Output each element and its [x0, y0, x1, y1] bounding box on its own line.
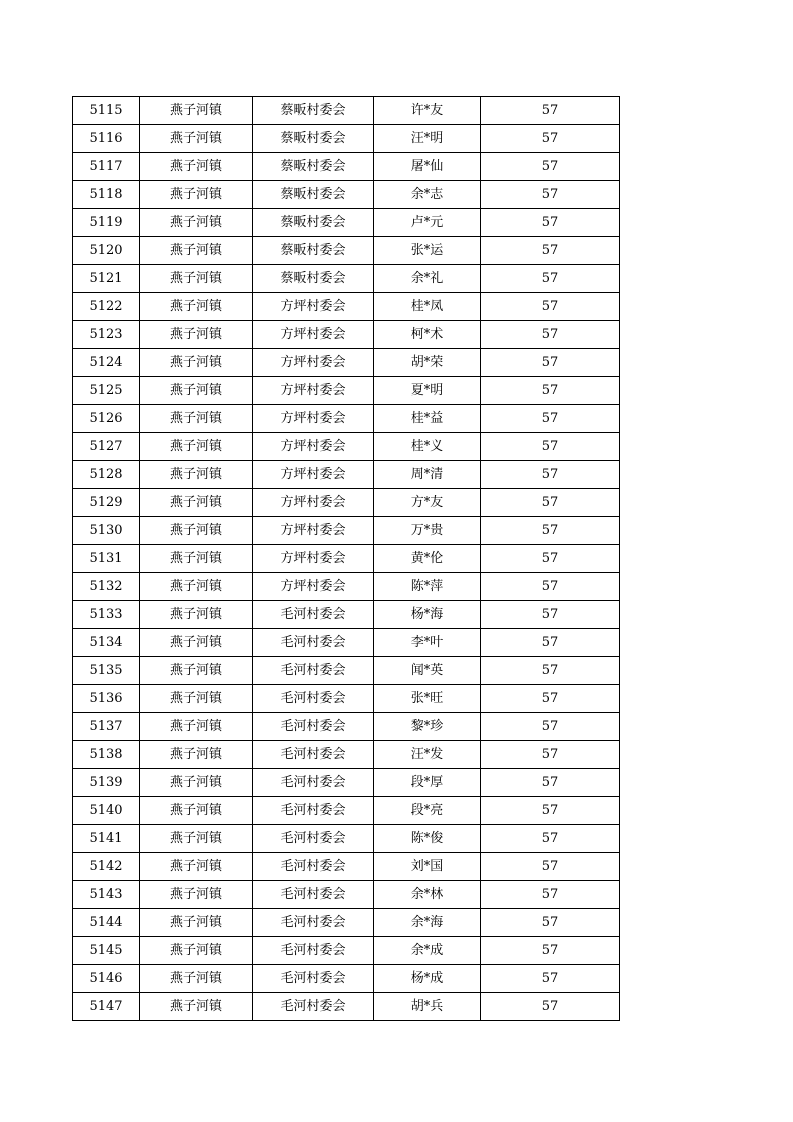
cell-serial-number: 5126 — [73, 405, 140, 433]
cell-town: 燕子河镇 — [140, 181, 253, 209]
cell-amount: 57 — [481, 657, 620, 685]
table-row — [73, 825, 620, 853]
cell-village-committee: 蔡畈村委会 — [253, 209, 374, 237]
cell-amount: 57 — [481, 489, 620, 517]
cell-village-committee: 毛河村委会 — [253, 797, 374, 825]
cell-person-name: 段*厚 — [374, 769, 481, 797]
table-row — [73, 433, 620, 461]
cell-town: 燕子河镇 — [140, 461, 253, 489]
cell-serial-number: 5125 — [73, 377, 140, 405]
cell-person-name: 许*友 — [374, 97, 481, 125]
cell-person-name: 余*礼 — [374, 265, 481, 293]
cell-person-name: 余*林 — [374, 881, 481, 909]
cell-person-name: 夏*明 — [374, 377, 481, 405]
cell-village-committee: 毛河村委会 — [253, 881, 374, 909]
cell-amount: 57 — [481, 237, 620, 265]
cell-amount: 57 — [481, 965, 620, 993]
table-row — [73, 125, 620, 153]
cell-town: 燕子河镇 — [140, 97, 253, 125]
cell-serial-number: 5130 — [73, 517, 140, 545]
cell-serial-number: 5137 — [73, 713, 140, 741]
cell-person-name: 杨*海 — [374, 601, 481, 629]
cell-person-name: 张*旺 — [374, 685, 481, 713]
cell-village-committee: 毛河村委会 — [253, 965, 374, 993]
cell-town: 燕子河镇 — [140, 573, 253, 601]
table-row — [73, 685, 620, 713]
cell-person-name: 闻*英 — [374, 657, 481, 685]
table-row — [73, 321, 620, 349]
cell-amount: 57 — [481, 461, 620, 489]
cell-village-committee: 毛河村委会 — [253, 629, 374, 657]
cell-town: 燕子河镇 — [140, 265, 253, 293]
cell-person-name: 桂*义 — [374, 433, 481, 461]
cell-village-committee: 方坪村委会 — [253, 573, 374, 601]
cell-town: 燕子河镇 — [140, 629, 253, 657]
cell-serial-number: 5144 — [73, 909, 140, 937]
cell-person-name: 方*友 — [374, 489, 481, 517]
cell-village-committee: 蔡畈村委会 — [253, 181, 374, 209]
table-row — [73, 797, 620, 825]
cell-village-committee: 蔡畈村委会 — [253, 153, 374, 181]
table-row — [73, 181, 620, 209]
cell-town: 燕子河镇 — [140, 741, 253, 769]
table-row — [73, 937, 620, 965]
cell-village-committee: 蔡畈村委会 — [253, 97, 374, 125]
cell-serial-number: 5140 — [73, 797, 140, 825]
cell-village-committee: 方坪村委会 — [253, 405, 374, 433]
cell-town: 燕子河镇 — [140, 881, 253, 909]
table-row — [73, 769, 620, 797]
table-row — [73, 209, 620, 237]
cell-serial-number: 5138 — [73, 741, 140, 769]
cell-town: 燕子河镇 — [140, 321, 253, 349]
cell-village-committee: 毛河村委会 — [253, 601, 374, 629]
cell-person-name: 余*成 — [374, 937, 481, 965]
cell-amount: 57 — [481, 797, 620, 825]
cell-village-committee: 毛河村委会 — [253, 993, 374, 1021]
records-body — [73, 97, 620, 1021]
cell-village-committee: 毛河村委会 — [253, 713, 374, 741]
cell-amount: 57 — [481, 601, 620, 629]
cell-person-name: 陈*萍 — [374, 573, 481, 601]
cell-amount: 57 — [481, 909, 620, 937]
cell-town: 燕子河镇 — [140, 517, 253, 545]
cell-town: 燕子河镇 — [140, 349, 253, 377]
cell-serial-number: 5145 — [73, 937, 140, 965]
cell-person-name: 余*志 — [374, 181, 481, 209]
cell-serial-number: 5115 — [73, 97, 140, 125]
table-row — [73, 993, 620, 1021]
cell-serial-number: 5132 — [73, 573, 140, 601]
cell-person-name: 杨*成 — [374, 965, 481, 993]
cell-village-committee: 方坪村委会 — [253, 489, 374, 517]
table-row — [73, 489, 620, 517]
cell-town: 燕子河镇 — [140, 433, 253, 461]
table-row — [73, 741, 620, 769]
cell-amount: 57 — [481, 545, 620, 573]
records-table — [72, 96, 620, 1021]
cell-amount: 57 — [481, 321, 620, 349]
cell-amount: 57 — [481, 741, 620, 769]
cell-serial-number: 5122 — [73, 293, 140, 321]
cell-village-committee: 方坪村委会 — [253, 293, 374, 321]
cell-amount: 57 — [481, 573, 620, 601]
cell-person-name: 陈*俊 — [374, 825, 481, 853]
cell-town: 燕子河镇 — [140, 405, 253, 433]
cell-person-name: 胡*荣 — [374, 349, 481, 377]
cell-person-name: 卢*元 — [374, 209, 481, 237]
table-row — [73, 461, 620, 489]
cell-person-name: 汪*发 — [374, 741, 481, 769]
cell-town: 燕子河镇 — [140, 713, 253, 741]
cell-serial-number: 5143 — [73, 881, 140, 909]
cell-village-committee: 蔡畈村委会 — [253, 125, 374, 153]
cell-town: 燕子河镇 — [140, 489, 253, 517]
table-row — [73, 517, 620, 545]
cell-amount: 57 — [481, 153, 620, 181]
table-row — [73, 573, 620, 601]
cell-serial-number: 5142 — [73, 853, 140, 881]
cell-person-name: 黎*珍 — [374, 713, 481, 741]
cell-village-committee: 蔡畈村委会 — [253, 265, 374, 293]
cell-town: 燕子河镇 — [140, 853, 253, 881]
cell-person-name: 李*叶 — [374, 629, 481, 657]
table-row — [73, 265, 620, 293]
cell-serial-number: 5134 — [73, 629, 140, 657]
cell-amount: 57 — [481, 769, 620, 797]
cell-village-committee: 毛河村委会 — [253, 825, 374, 853]
cell-amount: 57 — [481, 209, 620, 237]
cell-village-committee: 方坪村委会 — [253, 377, 374, 405]
cell-amount: 57 — [481, 881, 620, 909]
cell-amount: 57 — [481, 125, 620, 153]
table-row — [73, 97, 620, 125]
table-row — [73, 293, 620, 321]
table-row — [73, 853, 620, 881]
cell-village-committee: 毛河村委会 — [253, 769, 374, 797]
cell-serial-number: 5147 — [73, 993, 140, 1021]
cell-town: 燕子河镇 — [140, 685, 253, 713]
cell-serial-number: 5146 — [73, 965, 140, 993]
table-row — [73, 237, 620, 265]
table-row — [73, 965, 620, 993]
cell-town: 燕子河镇 — [140, 153, 253, 181]
cell-village-committee: 毛河村委会 — [253, 937, 374, 965]
cell-village-committee: 方坪村委会 — [253, 517, 374, 545]
cell-town: 燕子河镇 — [140, 237, 253, 265]
cell-town: 燕子河镇 — [140, 377, 253, 405]
cell-town: 燕子河镇 — [140, 209, 253, 237]
table-row — [73, 629, 620, 657]
table-row — [73, 405, 620, 433]
cell-village-committee: 毛河村委会 — [253, 657, 374, 685]
cell-serial-number: 5117 — [73, 153, 140, 181]
cell-village-committee: 蔡畈村委会 — [253, 237, 374, 265]
cell-person-name: 桂*益 — [374, 405, 481, 433]
cell-village-committee: 毛河村委会 — [253, 909, 374, 937]
cell-amount: 57 — [481, 97, 620, 125]
table-row — [73, 881, 620, 909]
cell-person-name: 黄*伦 — [374, 545, 481, 573]
cell-village-committee: 毛河村委会 — [253, 741, 374, 769]
cell-serial-number: 5135 — [73, 657, 140, 685]
cell-town: 燕子河镇 — [140, 125, 253, 153]
cell-town: 燕子河镇 — [140, 937, 253, 965]
table-row — [73, 153, 620, 181]
cell-town: 燕子河镇 — [140, 825, 253, 853]
table-row — [73, 377, 620, 405]
cell-person-name: 汪*明 — [374, 125, 481, 153]
cell-amount: 57 — [481, 349, 620, 377]
cell-serial-number: 5133 — [73, 601, 140, 629]
cell-amount: 57 — [481, 629, 620, 657]
cell-serial-number: 5121 — [73, 265, 140, 293]
cell-amount: 57 — [481, 181, 620, 209]
cell-town: 燕子河镇 — [140, 545, 253, 573]
cell-person-name: 周*清 — [374, 461, 481, 489]
cell-serial-number: 5123 — [73, 321, 140, 349]
cell-village-committee: 方坪村委会 — [253, 433, 374, 461]
cell-person-name: 柯*术 — [374, 321, 481, 349]
cell-serial-number: 5127 — [73, 433, 140, 461]
cell-village-committee: 方坪村委会 — [253, 349, 374, 377]
cell-serial-number: 5128 — [73, 461, 140, 489]
cell-serial-number: 5119 — [73, 209, 140, 237]
cell-serial-number: 5139 — [73, 769, 140, 797]
cell-amount: 57 — [481, 685, 620, 713]
cell-serial-number: 5124 — [73, 349, 140, 377]
cell-serial-number: 5116 — [73, 125, 140, 153]
cell-person-name: 刘*国 — [374, 853, 481, 881]
cell-village-committee: 方坪村委会 — [253, 545, 374, 573]
cell-village-committee: 方坪村委会 — [253, 461, 374, 489]
cell-town: 燕子河镇 — [140, 797, 253, 825]
cell-serial-number: 5131 — [73, 545, 140, 573]
cell-town: 燕子河镇 — [140, 293, 253, 321]
cell-village-committee: 毛河村委会 — [253, 685, 374, 713]
cell-amount: 57 — [481, 377, 620, 405]
cell-person-name: 张*运 — [374, 237, 481, 265]
cell-amount: 57 — [481, 993, 620, 1021]
cell-serial-number: 5136 — [73, 685, 140, 713]
cell-town: 燕子河镇 — [140, 965, 253, 993]
table-row — [73, 601, 620, 629]
cell-amount: 57 — [481, 713, 620, 741]
cell-person-name: 桂*凤 — [374, 293, 481, 321]
table-row — [73, 657, 620, 685]
cell-person-name: 屠*仙 — [374, 153, 481, 181]
cell-amount: 57 — [481, 265, 620, 293]
cell-amount: 57 — [481, 405, 620, 433]
cell-amount: 57 — [481, 517, 620, 545]
cell-serial-number: 5118 — [73, 181, 140, 209]
table-row — [73, 349, 620, 377]
cell-amount: 57 — [481, 853, 620, 881]
cell-town: 燕子河镇 — [140, 657, 253, 685]
cell-amount: 57 — [481, 937, 620, 965]
cell-person-name: 段*亮 — [374, 797, 481, 825]
table-row — [73, 545, 620, 573]
cell-serial-number: 5120 — [73, 237, 140, 265]
cell-person-name: 万*贵 — [374, 517, 481, 545]
cell-village-committee: 方坪村委会 — [253, 321, 374, 349]
cell-person-name: 胡*兵 — [374, 993, 481, 1021]
cell-town: 燕子河镇 — [140, 909, 253, 937]
cell-town: 燕子河镇 — [140, 769, 253, 797]
cell-town: 燕子河镇 — [140, 993, 253, 1021]
table-row — [73, 713, 620, 741]
cell-amount: 57 — [481, 825, 620, 853]
cell-village-committee: 毛河村委会 — [253, 853, 374, 881]
cell-town: 燕子河镇 — [140, 601, 253, 629]
cell-serial-number: 5129 — [73, 489, 140, 517]
cell-amount: 57 — [481, 293, 620, 321]
cell-person-name: 余*海 — [374, 909, 481, 937]
cell-serial-number: 5141 — [73, 825, 140, 853]
cell-amount: 57 — [481, 433, 620, 461]
table-row — [73, 909, 620, 937]
